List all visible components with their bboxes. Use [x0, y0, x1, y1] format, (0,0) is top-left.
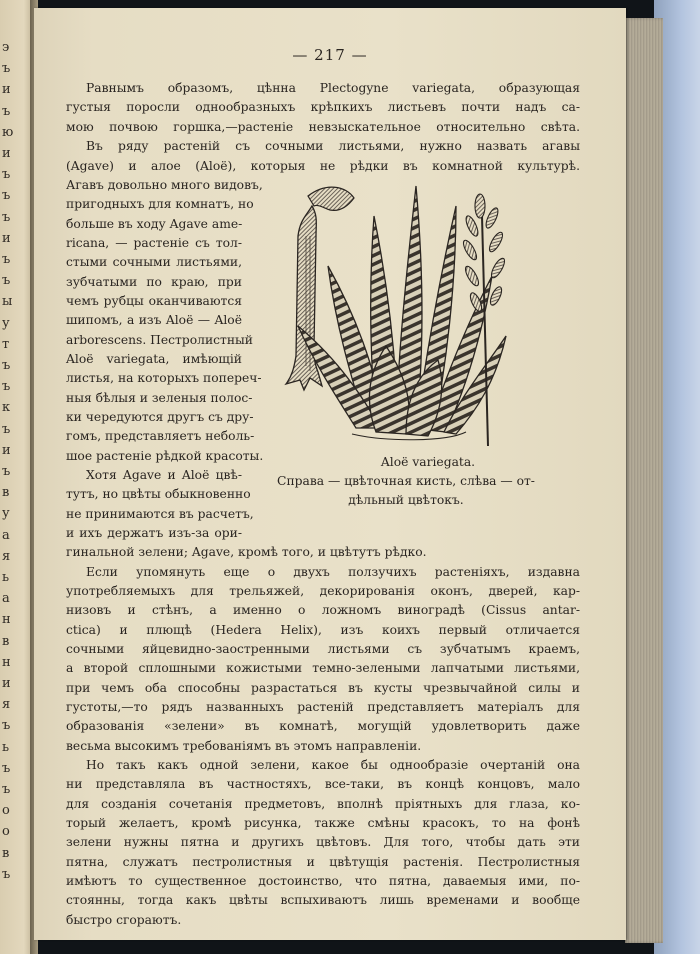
left-page-text-fragment: ъ: [2, 464, 11, 479]
text-line: Но такъ какъ одной зелени, какое бы однообразіе очертаній она: [86, 758, 580, 772]
left-page-text-fragment: ъ: [2, 61, 11, 77]
left-page-text-fragment: и: [2, 146, 11, 161]
left-page-text-fragment: я: [2, 548, 11, 564]
text-line: зелени нужны пятна и другихъ цвѣтовъ. Для того, чтобы дать эти: [66, 835, 580, 849]
text-line: Въ ряду растеній съ сочными листьями, нужно назвать агавы: [86, 139, 580, 153]
text-line: сочными яйцевидно-заостренными листьями съ зубчатымъ краемъ,: [66, 642, 580, 656]
text-line: Агавъ довольно много видовъ,: [66, 178, 263, 192]
left-page-text-fragment: и: [2, 82, 11, 98]
text-line: мою почвою горшка,—растеніе невзыскательное относительно свѣта.: [66, 120, 580, 134]
text-line: образованія «зелени» въ комнатѣ, могущій удовлетворить даже: [66, 719, 580, 733]
text-line: и ихъ держатъ изъ-за ори-: [66, 526, 242, 540]
text-line: шипомъ, а изъ Aloë — Aloë: [66, 313, 242, 327]
text-line: Если упомянуть еще о двухъ ползучихъ растеніяхъ, издавна: [86, 565, 580, 579]
left-page-text-fragment: н: [2, 654, 11, 670]
text-line: ныя бѣлыя и зеленыя полос-: [66, 391, 253, 405]
left-page-text-fragment: э: [2, 40, 10, 55]
text-line: arborescens. Пестролистный: [66, 333, 254, 347]
text-line: зубчатыми по краю, при: [66, 275, 242, 289]
left-page-text-fragment: к: [2, 400, 11, 416]
text-line: стоянны, тогда какъ цвѣты вспыхиваютъ лишь временами и вообще: [66, 893, 580, 907]
text-line: быстро сгораютъ.: [66, 913, 182, 927]
text-line: стыми сочными листьями,: [66, 255, 242, 269]
text-line: при чемъ оба способны разрастаться въ кусты чрезвычайной силы и: [66, 681, 580, 695]
caption-line: Справа — цвѣточная кисть, слѣва — от-: [277, 474, 535, 488]
left-page-text-fragment: и: [2, 230, 11, 246]
left-page-text-fragment: ъ: [2, 252, 11, 267]
aloe-illustration: [256, 176, 526, 451]
left-page-text-fragment: и: [2, 676, 11, 691]
text-line: шое растеніе рѣдкой красоты.: [66, 449, 264, 463]
page-stack-edges: [625, 18, 663, 943]
text-line: низовъ и стѣнъ, а именно о ложномъ виноградѣ (Cissus antar-: [66, 603, 580, 617]
text-line: тутъ, но цвѣты обыкновенно: [66, 487, 251, 501]
left-page-text-fragment: ъ: [2, 358, 11, 373]
text-line: гомъ, представляетъ неболь-: [66, 429, 255, 443]
text-line: весьма высокимъ требованіямъ въ этомъ направленіи.: [66, 739, 422, 753]
text-line: чемъ рубцы оканчиваются: [66, 294, 242, 308]
text-line: имѣютъ то существенное достоинство, что пятна, даваемыя ими, по-: [66, 874, 580, 888]
page-number: — 217 —: [292, 46, 368, 64]
left-page-text-fragment: у: [2, 315, 10, 331]
left-page-text-fragment: ъ: [2, 273, 11, 289]
text-line: ки чередуются другъ съ дру-: [66, 410, 254, 424]
text-line: употребляемыхъ для трельяжей, декорированія оконъ, дверей, кар-: [66, 584, 580, 598]
left-page-text-fragment: ъ: [2, 103, 11, 119]
text-line: пригодныхъ для комнатъ, но: [66, 197, 254, 211]
left-page-text-fragment: ъ: [2, 188, 11, 204]
book-page: [34, 8, 626, 940]
left-page-text-fragment: ъ: [2, 167, 11, 183]
left-page-text-fragment: в: [2, 845, 10, 861]
text-line: густыя поросли однообразныхъ крѣпкихъ листьевъ почти надъ са-: [66, 100, 580, 114]
text-line: Хотя Agave и Aloë цвѣ-: [86, 468, 242, 482]
left-page-text-fragment: в: [2, 485, 10, 501]
left-page-text-fragment: у: [2, 506, 10, 522]
text-line: густоты,—то рядъ названныхъ растеній представляетъ матеріалъ для: [66, 700, 580, 714]
text-line: Aloë variegata, имѣющій: [66, 352, 242, 366]
text-line: гинальной зелени; Agave, кромѣ того, и цвѣтутъ рѣдко.: [66, 545, 427, 559]
left-page-text-fragment: ъ: [2, 379, 11, 395]
left-page-text-fragment: ы: [2, 294, 13, 310]
left-page-text-fragment: н: [2, 612, 11, 628]
left-page-text-fragment: ю: [2, 124, 14, 140]
left-page-text-fragment: в: [2, 633, 10, 649]
left-page-edge: [0, 0, 34, 954]
left-page-text-fragment: и: [2, 442, 11, 458]
text-line: не принимаются въ расчетъ,: [66, 507, 254, 521]
left-page-text-fragment: ъ: [2, 421, 11, 437]
left-page-text-fragment: а: [2, 591, 10, 607]
left-page-text-fragment: ъ: [2, 782, 11, 797]
text-line: больше въ ходу Agave ame-: [66, 217, 243, 231]
left-page-text-fragment: о: [2, 803, 10, 819]
caption-line: дѣльный цвѣтокъ.: [348, 493, 464, 507]
text-line: для созданія сочетанія предметовъ, вполнѣ пріятныхъ для глаза, ко-: [66, 797, 580, 811]
left-page-text-fragment: а: [2, 527, 10, 543]
left-page-text-fragment: ъ: [2, 209, 11, 225]
left-page-text-fragment: ь: [2, 570, 10, 585]
left-page-text-fragment: т: [2, 336, 10, 352]
left-page-text-fragment: о: [2, 824, 10, 840]
text-line: а второй сплошными кожистыми темно-зелеными лапчатыми листьями,: [66, 661, 580, 675]
left-page-text-fragment: ъ: [2, 866, 11, 882]
left-page-text-fragment: я: [2, 697, 11, 713]
left-page-text-fragment: ь: [2, 739, 10, 755]
left-page-text-fragment: ъ: [2, 760, 11, 776]
text-line: Равнымъ образомъ, цѣнна Plectogyne variegata, образующая: [86, 81, 580, 95]
text-line: листья, на которыхъ попереч-: [66, 371, 262, 385]
left-page-text-fragment: ъ: [2, 718, 11, 734]
text-line: ricana, — растеніе съ тол-: [66, 236, 242, 250]
text-line: пятна, служатъ пестролистныя и цвѣтущія растенія. Пестролистныя: [66, 855, 580, 869]
text-line: ни представляла въ частностяхъ, все-таки, въ концѣ концовъ, мало: [66, 777, 580, 791]
text-line: торый желаетъ, кромѣ рисунка, также смѣны красокъ, то на фонѣ: [66, 816, 580, 830]
text-line: ctica) и плющѣ (Hedera Helix), изъ коихъ первый отличается: [66, 623, 580, 637]
text-line: (Agave) и алое (Aloë), которыя не рѣдки въ комнатной культурѣ.: [66, 159, 580, 173]
caption-title: Aloë variegata.: [380, 455, 476, 469]
